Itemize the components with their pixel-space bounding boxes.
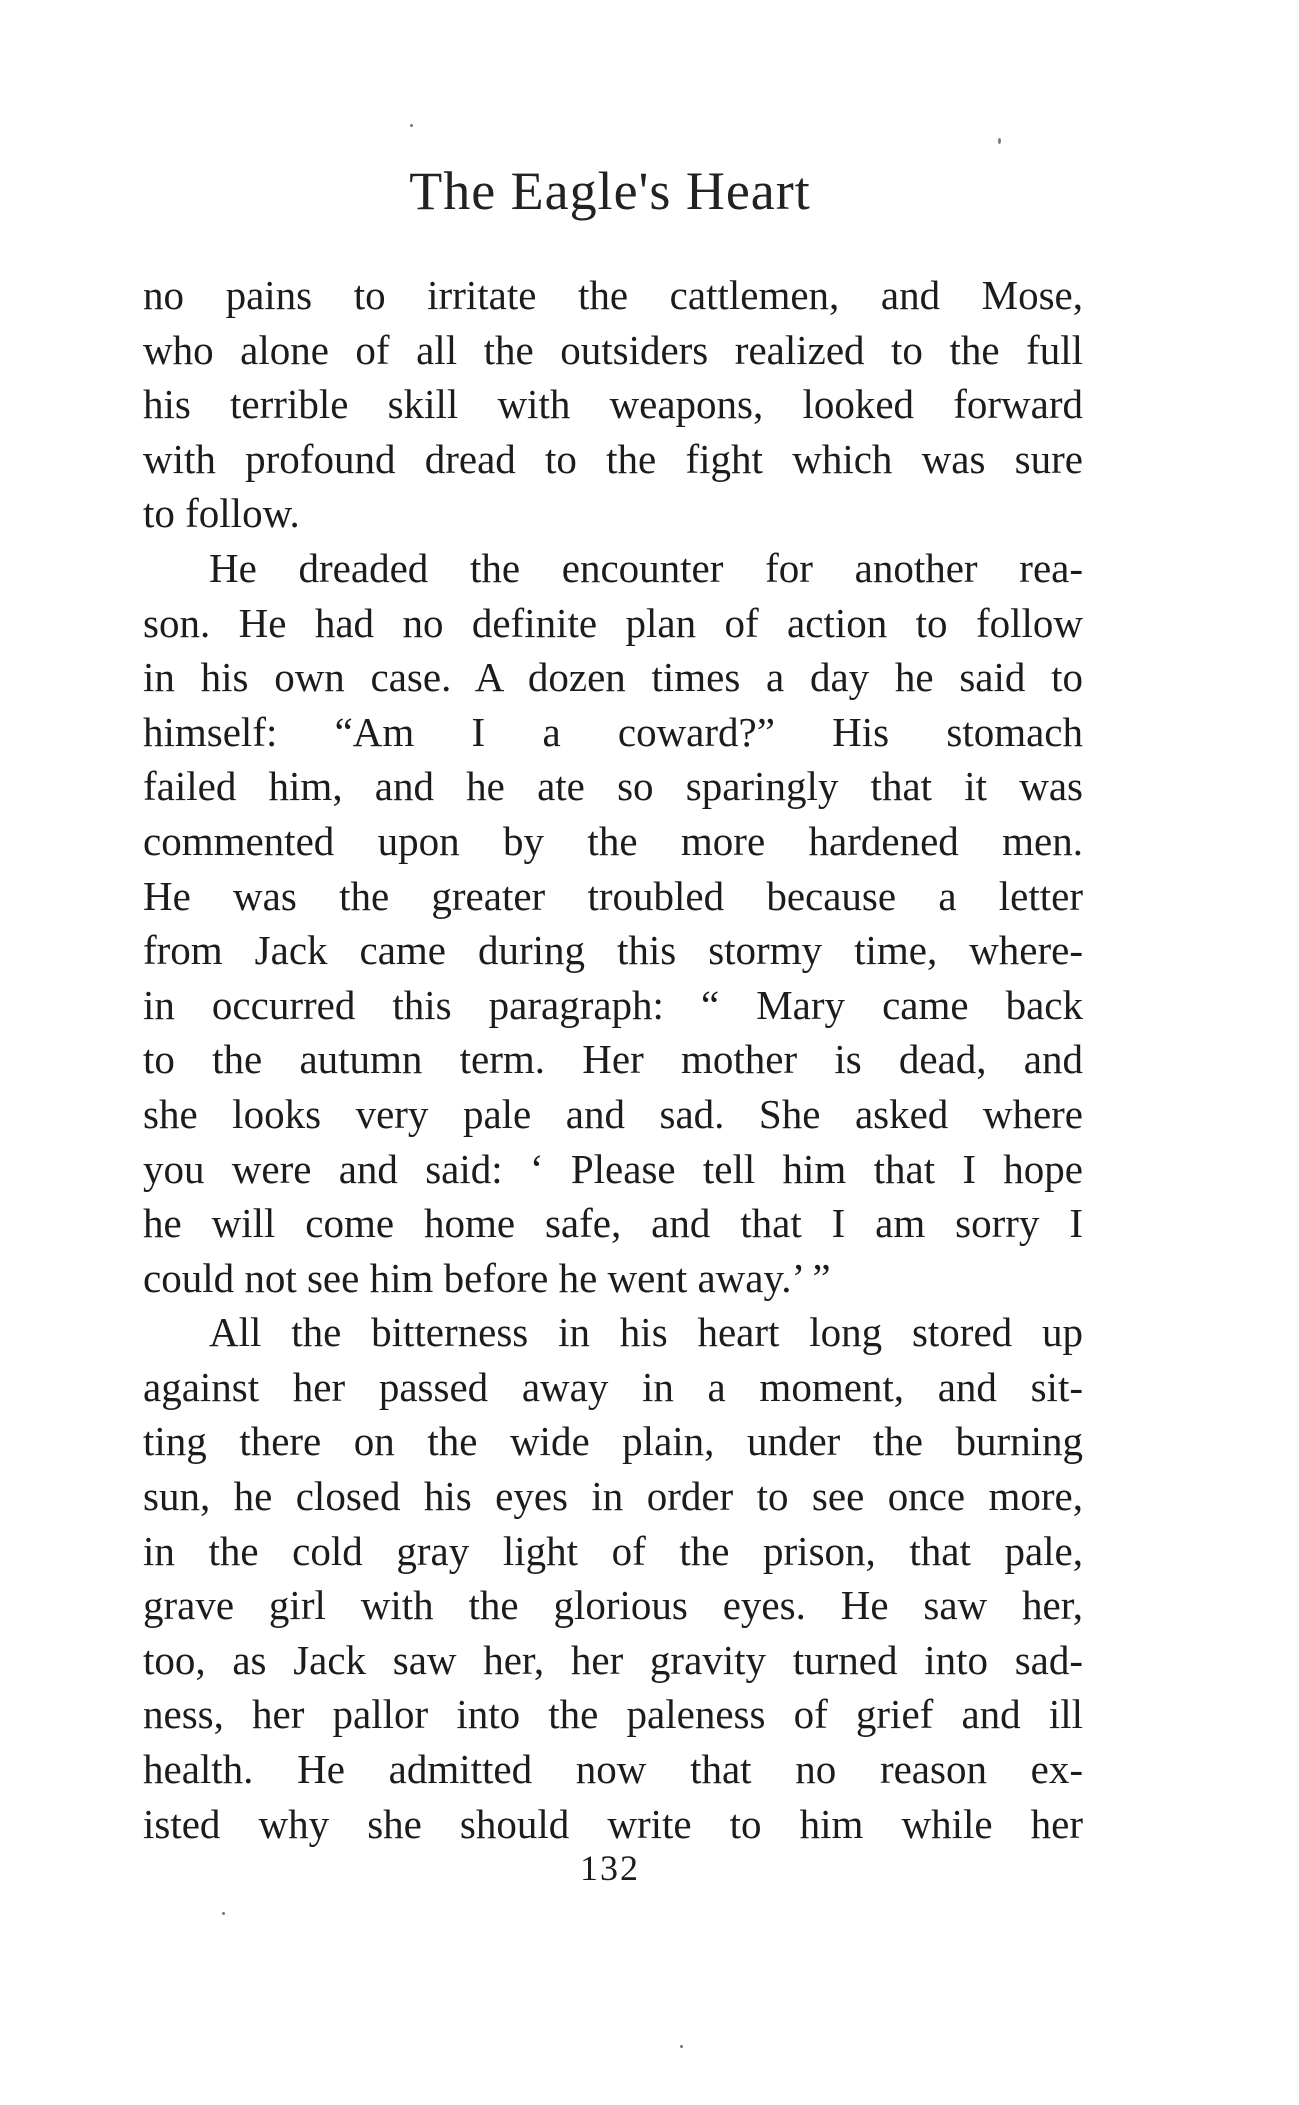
text-line: health. He admitted now that no reason ex- (143, 1746, 1083, 1793)
text-line: with profound dread to the fight which was sure (143, 435, 1083, 482)
text-line: isted why she should write to him while her (143, 1800, 1083, 1847)
text-line: to follow. (143, 490, 300, 537)
body-text (143, 268, 1083, 1851)
text-line: who alone of all the outsiders realized to the full (143, 326, 1083, 373)
text-line: in his own case. A dozen times a day he said to (143, 654, 1083, 701)
text-line: ness, her pallor into the paleness of grief and ill (143, 1691, 1083, 1738)
text-line: ting there on the wide plain, under the burning (143, 1418, 1083, 1465)
page-number: 132 (580, 1848, 640, 1888)
paragraph-start-line: All the bitterness in his heart long stored up (209, 1309, 1083, 1356)
paper-speck (680, 2045, 683, 2048)
text-line: to the autumn term. Her mother is dead, and (143, 1036, 1083, 1083)
paper-speck (410, 124, 413, 127)
text-line: in occurred this paragraph: “ Mary came back (143, 981, 1083, 1028)
paragraph-start-line: He dreaded the encounter for another rea- (209, 544, 1083, 591)
text-line: could not see him before he went away.’ ” (143, 1254, 831, 1301)
text-line: too, as Jack saw her, her gravity turned into sad- (143, 1636, 1083, 1683)
text-line: his terrible skill with weapons, looked forward (143, 381, 1083, 428)
paper-speck (998, 138, 1001, 144)
text-line: himself: “Am I a coward?” His stomach (143, 708, 1083, 755)
text-line: from Jack came during this stormy time, where- (143, 927, 1083, 974)
text-line: He was the greater troubled because a letter (143, 872, 1083, 919)
text-line: she looks very pale and sad. She asked where (143, 1090, 1083, 1137)
text-line: no pains to irritate the cattlemen, and Mose, (143, 272, 1083, 318)
paper-speck (222, 1912, 225, 1915)
text-line: in the cold gray light of the prison, that pale, (143, 1527, 1083, 1574)
text-line: son. He had no definite plan of action to follow (143, 599, 1083, 646)
text-line: he will come home safe, and that I am sorry I (143, 1200, 1083, 1247)
text-line: you were and said: ‘ Please tell him that I hope (143, 1145, 1083, 1192)
text-line: against her passed away in a moment, and sit- (143, 1363, 1083, 1410)
text-line: grave girl with the glorious eyes. He saw her, (143, 1582, 1083, 1629)
text-line: sun, he closed his eyes in order to see once more, (143, 1473, 1083, 1520)
text-line: commented upon by the more hardened men. (143, 817, 1083, 864)
text-line: failed him, and he ate so sparingly that it was (143, 763, 1083, 810)
running-title: The Eagle's Heart (409, 161, 811, 221)
